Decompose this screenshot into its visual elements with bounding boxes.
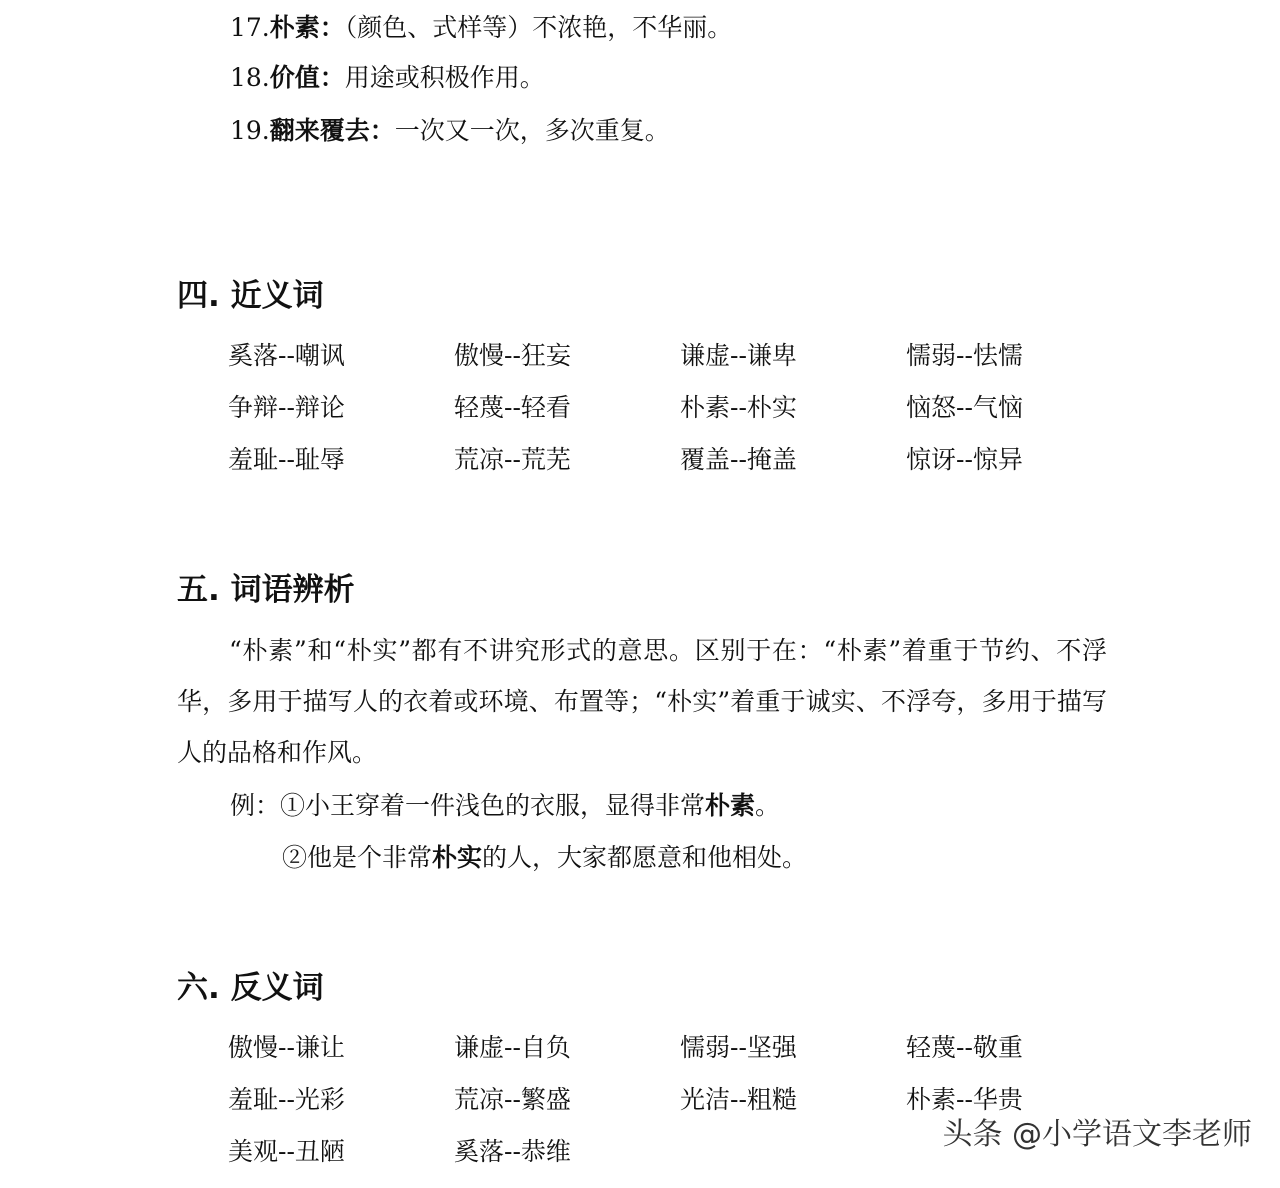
synonym-pair: 惊讶--惊异 — [906, 445, 1023, 474]
synonym-pair: 傲慢--狂妄 — [454, 341, 571, 370]
example-2 — [282, 842, 807, 874]
synonym-pair: 朴素--朴实 — [680, 393, 797, 422]
synonym-pair: 轻蔑--轻看 — [454, 393, 571, 422]
example-highlight: 朴素 — [705, 791, 756, 820]
example-highlight: 朴实 — [432, 843, 483, 872]
synonym-pair: 羞耻--耻辱 — [228, 445, 345, 474]
definition-number: 18. — [230, 63, 270, 92]
example-text: ②他是个非常 — [282, 843, 433, 872]
antonym-grid — [228, 1032, 1128, 1188]
antonym-pair: 懦弱--坚强 — [680, 1033, 797, 1062]
section-heading-antonyms: 六. 反义词 — [177, 970, 324, 1006]
synonym-row — [228, 392, 1128, 444]
definition-17 — [230, 12, 732, 44]
example-text: 例：①小王穿着一件浅色的衣服，显得非常 — [230, 791, 706, 820]
antonym-pair: 光洁--粗糙 — [680, 1085, 797, 1114]
analysis-paragraph: “朴素”和“朴实”都有不讲究形式的意思。区别于在：“朴素”着重于节约、不浮华，多用于描写人的衣着或环境、布置等；“朴实”着重于诚实、不浮夸，多用于描写人的品格和作风。 — [177, 636, 1107, 767]
definition-number: 19. — [230, 116, 270, 145]
synonym-pair: 争辩--辩论 — [228, 393, 345, 422]
antonym-pair: 傲慢--谦让 — [228, 1033, 345, 1062]
definition-desc: 一次又一次，多次重复。 — [394, 116, 670, 145]
example-1 — [230, 790, 780, 822]
synonym-pair: 荒凉--荒芜 — [454, 445, 571, 474]
synonym-pair: 谦虚--谦卑 — [680, 341, 797, 370]
synonym-pair: 懦弱--怯懦 — [906, 341, 1023, 370]
antonym-pair: 朴素--华贵 — [906, 1085, 1023, 1114]
synonym-pair: 恼怒--气恼 — [906, 393, 1023, 422]
section-heading-synonyms: 四. 近义词 — [177, 278, 324, 314]
definition-19 — [230, 115, 670, 147]
synonym-pair: 覆盖--掩盖 — [680, 445, 797, 474]
antonym-pair: 荒凉--繁盛 — [454, 1085, 571, 1114]
synonym-row — [228, 444, 1128, 496]
synonym-pair: 奚落--嘲讽 — [228, 341, 345, 370]
definition-desc: 用途或积极作用。 — [344, 63, 545, 92]
example-text: 。 — [755, 791, 781, 820]
antonym-pair: 奚落--恭维 — [454, 1137, 571, 1166]
example-text: 的人，大家都愿意和他相处。 — [482, 843, 808, 872]
antonym-pair: 羞耻--光彩 — [228, 1085, 345, 1114]
antonym-row — [228, 1032, 1128, 1084]
antonym-pair: 谦虚--自负 — [454, 1033, 571, 1062]
definition-number: 17. — [230, 13, 270, 42]
watermark: 头条 @小学语文李老师 — [942, 1117, 1252, 1152]
section-heading-analysis: 五. 词语辨析 — [177, 572, 355, 608]
antonym-pair: 轻蔑--敬重 — [906, 1033, 1023, 1062]
definition-term: 翻来覆去： — [269, 116, 395, 145]
definition-term: 价值： — [269, 63, 345, 92]
definition-desc: （颜色、式样等）不浓艳，不华丽。 — [344, 13, 733, 42]
antonym-pair: 美观--丑陋 — [228, 1137, 345, 1166]
definition-18 — [230, 62, 545, 94]
synonym-row — [228, 340, 1128, 392]
definition-term: 朴素： — [269, 13, 345, 42]
synonym-grid — [228, 340, 1128, 496]
